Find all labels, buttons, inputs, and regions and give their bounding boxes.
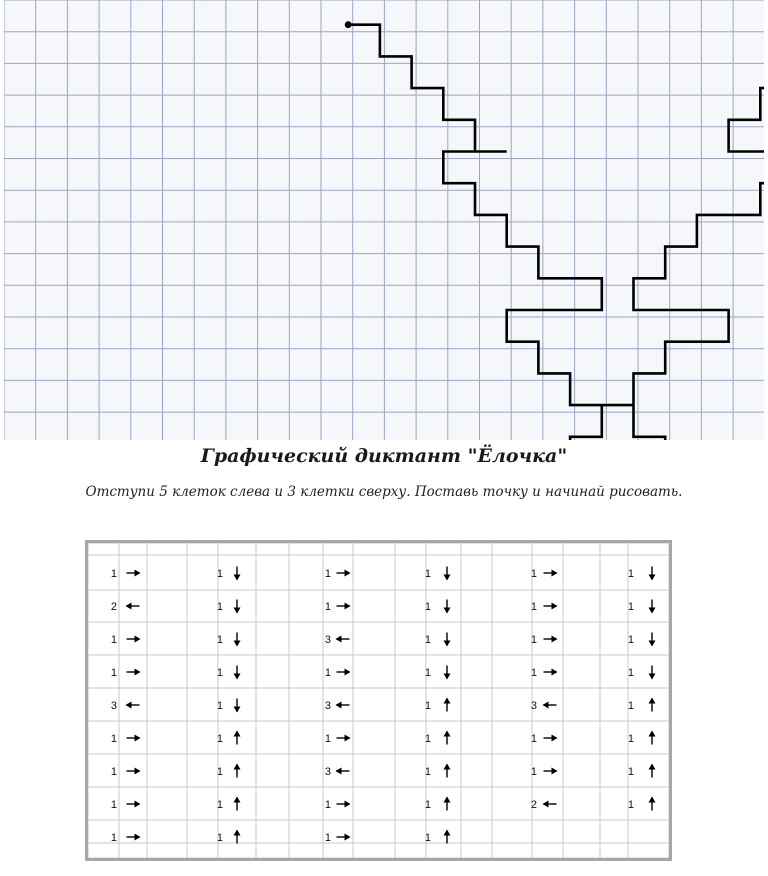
- arrow-up-icon: [444, 764, 451, 778]
- dictation-step: [628, 731, 656, 746]
- arrow-right-icon: [127, 570, 141, 577]
- step-count: 1: [424, 733, 431, 745]
- dictation-grid: [88, 543, 669, 858]
- arrow-left-icon: [543, 702, 557, 709]
- step-count: 1: [530, 667, 537, 679]
- arrow-right-icon: [127, 834, 141, 841]
- step-count: 1: [324, 733, 331, 745]
- step-count: 1: [216, 733, 223, 745]
- step-count: 1: [530, 601, 537, 613]
- arrow-up-icon: [649, 698, 656, 712]
- dictation-step: [628, 600, 656, 614]
- dictation-step: [111, 733, 141, 745]
- arrow-down-icon: [444, 666, 451, 680]
- arrow-right-icon: [337, 603, 351, 610]
- dictation-step: [217, 764, 241, 779]
- step-count: 1: [424, 799, 431, 811]
- step-count: 1: [424, 832, 431, 844]
- dictation-step: [111, 766, 141, 778]
- arrow-up-icon: [234, 830, 241, 844]
- dictation-step: [531, 799, 557, 811]
- dictation-step: [325, 799, 351, 811]
- step-count: 1: [216, 832, 223, 844]
- dictation-step: [628, 633, 656, 647]
- step-count: 1: [216, 799, 223, 811]
- step-count: 1: [110, 799, 117, 811]
- dictation-step: [531, 733, 558, 745]
- dictation-step: [531, 601, 558, 613]
- instruction-text: Отступи 5 клеток слева и 3 клетки сверху. Поставь точку и начинай рисовать.: [85, 484, 683, 500]
- step-count: 1: [324, 799, 331, 811]
- arrow-down-icon: [649, 600, 656, 614]
- dictation-step: [628, 764, 656, 779]
- page-title: Графический диктант "Ёлочка": [200, 445, 568, 467]
- dictation-table: [85, 540, 672, 861]
- arrow-right-icon: [337, 669, 351, 676]
- arrow-up-icon: [649, 764, 656, 778]
- step-count: 3: [110, 700, 117, 712]
- step-count: 1: [627, 634, 634, 646]
- dictation-step: [217, 797, 241, 812]
- step-count: 1: [627, 766, 634, 778]
- step-count: 1: [424, 601, 431, 613]
- step-count: 1: [424, 568, 431, 580]
- arrow-up-icon: [234, 797, 241, 811]
- dictation-step: [425, 567, 451, 581]
- arrow-left-icon: [336, 636, 350, 643]
- arrow-left-icon: [336, 768, 350, 775]
- step-count: 1: [110, 568, 117, 580]
- step-count: 2: [530, 799, 537, 811]
- arrow-down-icon: [444, 633, 451, 647]
- arrow-down-icon: [234, 600, 241, 614]
- step-count: 3: [324, 766, 331, 778]
- step-count: 1: [324, 832, 331, 844]
- dictation-step: [628, 698, 656, 713]
- step-count: 3: [324, 700, 331, 712]
- dictation-step: [325, 601, 351, 613]
- step-count: 1: [110, 667, 117, 679]
- dictation-step: [217, 666, 241, 680]
- arrow-up-icon: [444, 797, 451, 811]
- arrow-right-icon: [127, 636, 141, 643]
- dictation-step: [217, 699, 241, 713]
- arrow-right-icon: [544, 735, 558, 742]
- arrow-right-icon: [544, 570, 558, 577]
- arrow-down-icon: [444, 600, 451, 614]
- arrow-left-icon: [126, 603, 140, 610]
- dictation-step: [325, 832, 351, 844]
- dictation-step: [531, 634, 558, 646]
- step-count: 1: [530, 568, 537, 580]
- arrow-up-icon: [444, 830, 451, 844]
- arrow-down-icon: [234, 699, 241, 713]
- arrow-right-icon: [544, 768, 558, 775]
- dictation-step: [425, 633, 451, 647]
- dictation-step: [111, 700, 140, 712]
- arrow-right-icon: [337, 570, 351, 577]
- dictation-step: [217, 600, 241, 614]
- arrow-up-icon: [649, 731, 656, 745]
- step-count: 2: [110, 601, 117, 613]
- dictation-step: [425, 797, 451, 812]
- step-count: 1: [424, 700, 431, 712]
- arrow-right-icon: [544, 636, 558, 643]
- step-count: 3: [324, 634, 331, 646]
- dictation-step: [425, 698, 451, 713]
- arrow-right-icon: [544, 669, 558, 676]
- step-count: 1: [324, 568, 331, 580]
- arrow-up-icon: [649, 797, 656, 811]
- arrow-right-icon: [127, 669, 141, 676]
- dictation-step: [111, 832, 141, 844]
- dictation-step: [325, 766, 350, 778]
- graph-paper: [4, 0, 764, 440]
- dictation-step: [425, 830, 451, 845]
- dictation-step: [217, 731, 241, 746]
- start-dot: [345, 21, 352, 28]
- arrow-up-icon: [234, 764, 241, 778]
- arrow-right-icon: [127, 801, 141, 808]
- step-count: 1: [424, 667, 431, 679]
- step-count: 1: [110, 832, 117, 844]
- arrow-right-icon: [127, 768, 141, 775]
- step-count: 1: [110, 634, 117, 646]
- step-count: 1: [110, 766, 117, 778]
- dictation-step: [325, 700, 350, 712]
- dictation-step: [628, 666, 656, 680]
- step-count: 1: [216, 634, 223, 646]
- dictation-step: [531, 766, 558, 778]
- arrow-up-icon: [444, 731, 451, 745]
- dictation-step: [425, 666, 451, 680]
- dictation-step: [325, 667, 351, 679]
- step-count: 1: [530, 733, 537, 745]
- dictation-step: [628, 797, 656, 812]
- step-count: 1: [324, 667, 331, 679]
- arrow-down-icon: [649, 633, 656, 647]
- step-count: 1: [627, 601, 634, 613]
- dictation-step: [325, 634, 350, 646]
- dictation-step: [425, 764, 451, 779]
- arrow-down-icon: [234, 567, 241, 581]
- arrow-right-icon: [337, 735, 351, 742]
- dictation-step: [325, 568, 351, 580]
- step-count: 1: [216, 568, 223, 580]
- dictation-step: [111, 568, 141, 580]
- step-count: 1: [110, 733, 117, 745]
- step-count: 1: [216, 700, 223, 712]
- dictation-step: [531, 667, 558, 679]
- arrow-left-icon: [126, 702, 140, 709]
- arrow-left-icon: [336, 702, 350, 709]
- step-count: 1: [530, 634, 537, 646]
- dictation-step: [531, 700, 557, 712]
- dictation-step: [217, 567, 241, 581]
- arrow-down-icon: [649, 567, 656, 581]
- step-count: 3: [530, 700, 537, 712]
- arrow-right-icon: [337, 834, 351, 841]
- step-count: 1: [627, 667, 634, 679]
- dictation-step: [628, 567, 656, 581]
- step-count: 1: [324, 601, 331, 613]
- dictation-step: [531, 568, 558, 580]
- arrow-down-icon: [649, 666, 656, 680]
- arrow-down-icon: [234, 633, 241, 647]
- dictation-step: [425, 600, 451, 614]
- dictation-step: [217, 633, 241, 647]
- arrow-down-icon: [234, 666, 241, 680]
- table-lines: [88, 543, 669, 858]
- dictation-step: [111, 634, 141, 646]
- arrow-right-icon: [337, 801, 351, 808]
- step-count: 1: [627, 700, 634, 712]
- step-count: 1: [216, 667, 223, 679]
- step-count: 1: [627, 568, 634, 580]
- arrow-left-icon: [543, 801, 557, 808]
- step-count: 1: [216, 766, 223, 778]
- dictation-step: [325, 733, 351, 745]
- dictation-step: [111, 667, 141, 679]
- step-count: 1: [216, 601, 223, 613]
- step-count: 1: [424, 634, 431, 646]
- step-count: 1: [530, 766, 537, 778]
- arrow-down-icon: [444, 567, 451, 581]
- step-count: 1: [424, 766, 431, 778]
- dictation-step: [111, 601, 140, 613]
- dictation-step: [217, 830, 241, 845]
- step-count: 1: [627, 799, 634, 811]
- dictation-step: [111, 799, 141, 811]
- arrow-right-icon: [544, 603, 558, 610]
- graph-paper-drawing: [4, 0, 764, 440]
- arrow-up-icon: [444, 698, 451, 712]
- arrow-up-icon: [234, 731, 241, 745]
- dictation-step: [425, 731, 451, 746]
- step-count: 1: [627, 733, 634, 745]
- arrow-right-icon: [127, 735, 141, 742]
